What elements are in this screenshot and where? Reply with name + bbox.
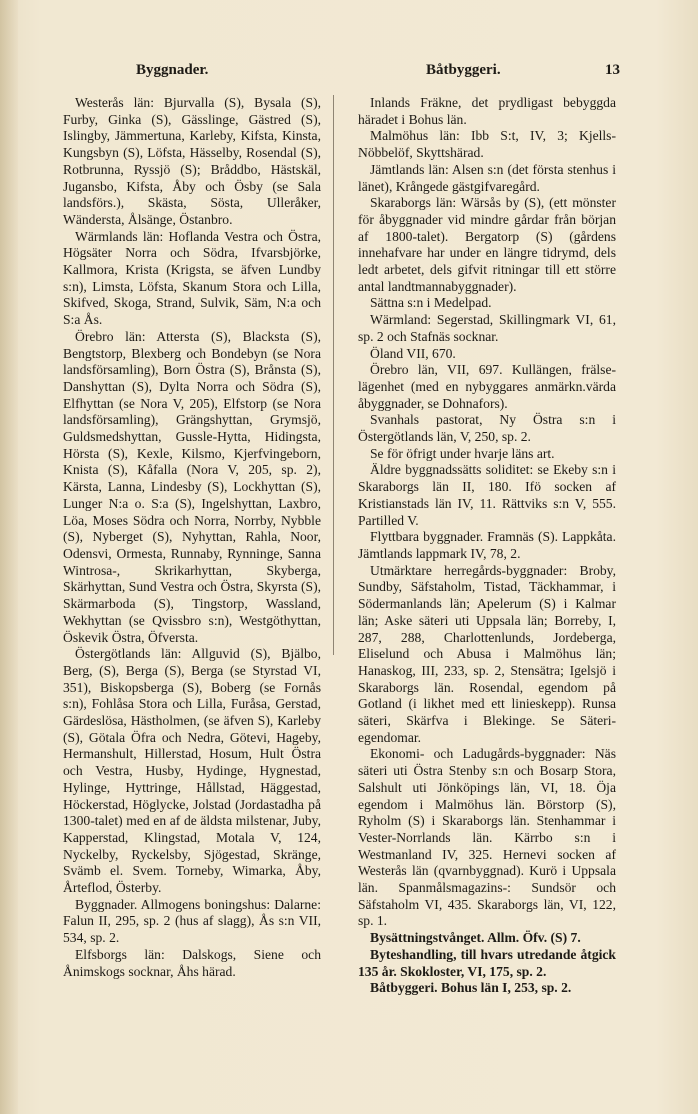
paragraph-batbyggeri: Båtbyggeri. Bohus län I, 253, sp. 2. (370, 980, 572, 996)
paragraph-inlands: Inlands Fräkne, det prydligast bebyggda häradet i Bohus län. (358, 95, 616, 127)
paragraph-ostergotlands: Östergötlands län: Allguvid (S), Bjälbo, Berg, (S), Berga (S), Berga (se Styrstad VI, 351), Biskopsberga (S), Boberg (se Fornås s:n), Fohlåsa Stora och Lilla, Furåsa, Gerstad, Gärdeslösa, Hästholmen, (se äfven S), Karleby (S), Götala Öfra och Nedra, Götevi, Hageby, Hermanshult, Hillerstad, Hosum, Hult Östra och Vestra, Husby, Hydinge, Hygnestad, Hylinge, Hyttringe, Hållstad, Häggestad, Höckerstad, Höglycke, Jolstad (Jordastadha på 1300-talet) med en af de äldsta milstenar, Juby, Kapperstad, Klingstad, Motala V, 124, Nyckelby, Ryckelsby, Sjögestad, Skränge, Svämb el. Svem. Torneby, Wimarka, Åby, Årteflod, Österby. (63, 646, 321, 896)
page-binding-edge (0, 0, 18, 1114)
paragraph-oland: Öland VII, 670. (370, 345, 456, 361)
paragraph-skaraborgs: Skaraborgs län: Wärsås by (S), (ett mönster för åbyggnader vid mindre gårdar från början af 1800-talet). Bergatorp (S) (gårdens innehafvare har under en längre tidrymd, dels ledt arbetet, dels gifvit ritningar till ett större antal landtmannabyggnader). (358, 195, 616, 294)
paragraph-warmland: Wärmland: Segerstad, Skillingmark VI, 61, sp. 2 och Stafnäs socknar. (358, 312, 616, 344)
paragraph-byggnader: Byggnader. Allmogens boningshus: Dalarne: Falun II, 295, sp. 2 (hus af slagg), Ås s:n VII, 534, sp. 2. (63, 896, 321, 946)
header-left-title: Byggnader. (136, 62, 209, 78)
running-header (60, 62, 620, 84)
paragraph-herregards: Utmärktare herregårds-byggnader: Broby, Sundby, Säfstaholm, Tistad, Täckhammar, i Södermanlands län; Apelerum (S) i Kalmar län; Aske säteri uti Uppsala län; Borreby, I, 287, 288, Charlottenlunds, Jordeberga, Eliselund och Abusa i Malmöhus län; Hanaskog, III, 233, sp. 2, Stensätra; Igelsjö i Skaraborgs län. Rosendal, egendom på Gotland (i likhet med ett linieskepp). Runsa säteri, Skärfva i Blekinge. Se Säteri-egendomar. (358, 562, 616, 745)
paragraph-warmlands: Wärmlands län: Hoflanda Vestra och Östra, Högsäter Norra och Södra, Ifvarsbjörke, Kallmora, Krista (Krigsta, se äfven Lundby s:n), Limsta, Löfsta, Skanum Stora och Lilla, Skifved, Skoga, Strand, Sulvik, Säm, N:a och S:a Ås. (63, 228, 321, 328)
paragraph-flyttbara: Flyttbara byggnader. Framnäs (S). Lappkåta. Jämtlands lappmark IV, 78, 2. (358, 529, 616, 561)
paragraph-elfsborgs: Elfsborgs län: Dalskogs, Siene och Ånimskogs socknar, Åhs härad. (63, 946, 321, 979)
left-column (63, 95, 321, 980)
paragraph-malmohus: Malmöhus län: Ibb S:t, IV, 3; Kjells-Nöbbelöf, Skyttshärad. (358, 128, 616, 161)
paragraph-se-for-ofrigt: Se för öfrigt under hvarje läns art. (370, 445, 555, 461)
column-divider (333, 95, 334, 655)
right-column (358, 95, 616, 997)
paragraph-sattna: Sättna s:n i Medelpad. (370, 295, 492, 311)
paragraph-byteshandling: Byteshandling, till hvars utredande åtgick 135 år. Skokloster, VI, 175, sp. 2. (358, 946, 616, 979)
page-number: 13 (605, 62, 620, 78)
paragraph-westeras: Westerås län: Bjurvalla (S), Bysala (S), Furby, Ginka (S), Gässlinge, Gästred (S), Islingby, Jämmertuna, Karleby, Kifsta, Kinsta, Kungsbyn (S), Löfsta, Hässelby, Rosendal (S), Rotbrunna, Ryssjö (S); Bråddbo, Hästskäl, Jugansbo, Kifsta, Åby och Ösby (se Sala landsförs.), Skästa, Sösta, Ulleråker, Wändersta, Ålsänge, Östanbro. (63, 95, 321, 227)
paragraph-orebro: Örebro län: Attersta (S), Blacksta (S), Bengtstorp, Blexberg och Bondebyn (se Nora landsförsamling), Born Östra (S), Brånsta (S), Danshyttan (S), Dylta Norra och Södra (S), Elfhyttan (se Nora V, 205), Elfstorp (se Nora landsförsamling), Grängshyttan, Grymsjö, Guldsmedshyttan, Gussle-Hytta, Hidingsta, Hörsta (S), Kexle, Kilsmo, Kjerfvingeborn, Knista (S), Kåfalla (Nora V, 205, sp. 2), Kärsta, Lanna, Lindesby (S), Lockhyttan (S), Lunger N:a o. S:a (S), Ingelshyttan, Laxbro, Löa, Moses Södra och Norra, Norrby, Nybble (S), Nyberget (S), Nyhyttan, Rahla, Noor, Odensvi, Ormesta, Runnaby, Rynninge, Sanna Wintrosa-, Skrikarhyttan, Skyberga, Skärhyttan, Sund Vestra och Östra, Skyrsta (S), Skärmarboda (S), Tingstorp, Wassland, Wekhyttan (se Qvissbro s:n), Westgöthyttan, Öskevik Östra, Öfversta. (63, 328, 321, 645)
paragraph-bysattning: Bysättningstvånget. Allm. Öfv. (S) 7. (370, 930, 581, 946)
paragraph-svanhals: Svanhals pastorat, Ny Östra s:n i Östergötlands län, V, 250, sp. 2. (358, 412, 616, 445)
paragraph-ekonomi: Ekonomi- och Ladugårds-byggnader: Näs säteri uti Östra Stenby s:n och Bosarp Stora, Salshult uti Jönköpings län, VI, 18. Öja egendom i Malmöhus län. Börstorp (S), Ryholm (S) i Skaraborgs län. Stenhammar i Vester-Norrlands län. Kärrbo s:n i Westmanland IV, 325. Hernevi socken af Westerås län (qvarnbyggnad). Kurö i Uppsala län. Spanmålsmagazins-: Sundsör och Säfstaholm VI, 435. Skaraborgs län, VI, 122, sp. 1. (358, 746, 616, 929)
paragraph-orebro-lan: Örebro län, VII, 697. Kullängen, frälse-lägenhet (med en nybyggares anmärkn.värda åbyggnader, se Dohnafors). (358, 362, 616, 411)
paragraph-aldre-byggnadssatts: Äldre byggnadssätts soliditet: se Ekeby s:n i Skaraborgs län II, 180. Ifö socken af Kristianstads län IV, 11. Rättviks s:n V, 555. Partilled V. (358, 462, 616, 528)
header-middle-title: Båtbyggeri. (426, 62, 501, 78)
paragraph-jamtlands: Jämtlands län: Alsen s:n (det första stenhus i länet), Krångede gästgifvaregård. (358, 161, 616, 194)
